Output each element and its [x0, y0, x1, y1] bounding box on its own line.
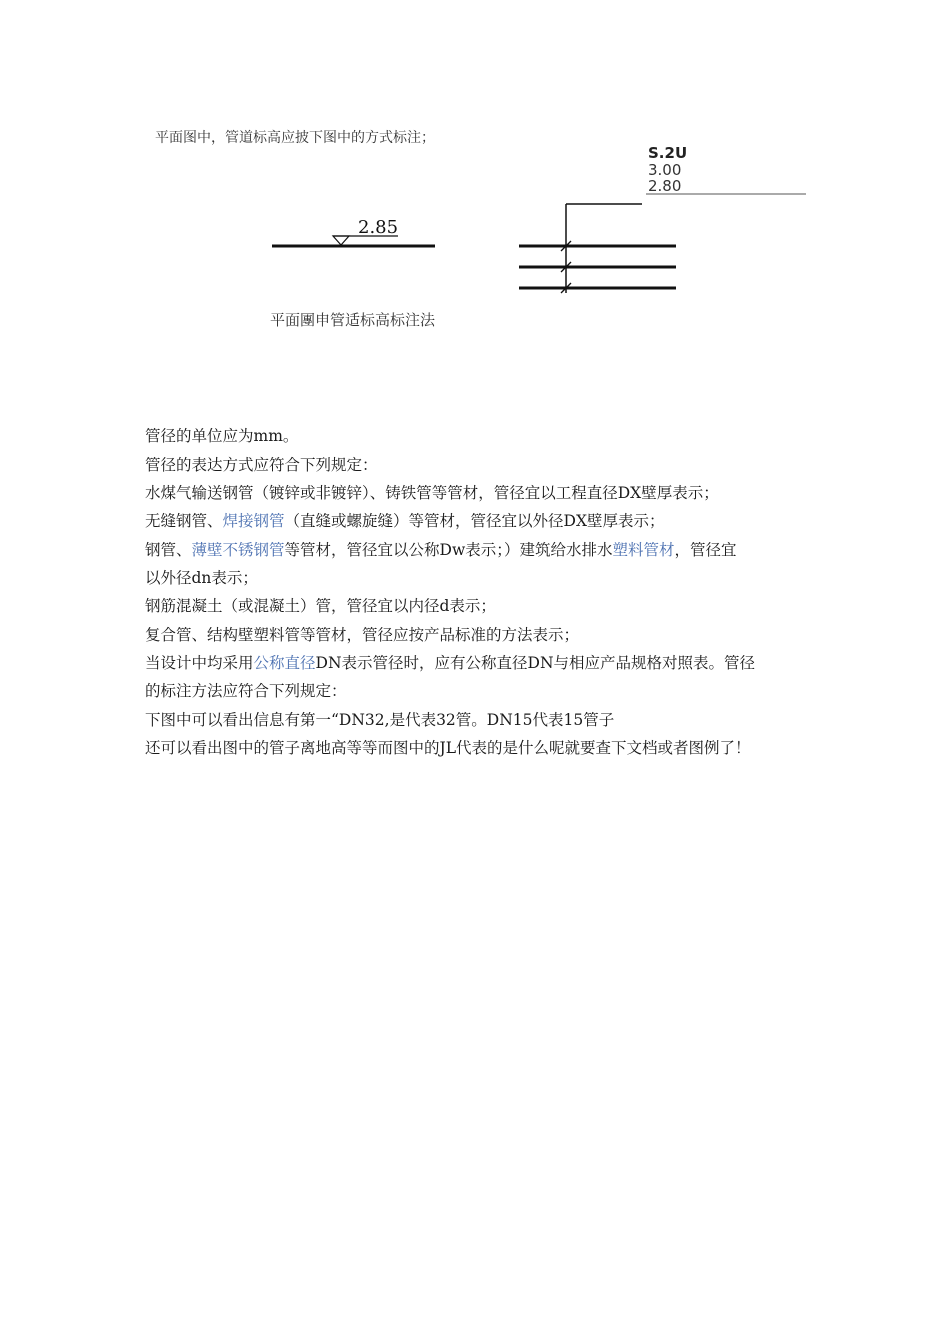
right-value-1: 3.00 [648, 161, 682, 179]
p4-text-a: 无缝钢管、 [145, 512, 223, 530]
paragraph-composite: 复合管、结构壁塑料管等管材，管径应按产品标准的方法表示； [145, 626, 580, 644]
paragraph-rules-intro: 管径的表达方式应符合下列规定： [145, 456, 378, 474]
link-nominal-diameter[interactable]: 公称直径 [253, 654, 316, 672]
p5-text-c: ，管径宜 [674, 541, 737, 559]
paragraph-stainless-cont: 以外径dn表示； [145, 569, 258, 587]
link-thin-stainless-pipe[interactable]: 薄壁不锈钢管 [191, 541, 285, 559]
p5-text-b: 等管材，管径宜以公称Dw表示；）建筑给水排水 [284, 541, 613, 559]
intro-text: 平面图中，管道标高应披下图中的方式标注； [155, 130, 435, 146]
p8-text-a: 当设计中均采用 [145, 654, 254, 672]
link-plastic-pipe[interactable]: 塑料管材 [612, 541, 675, 559]
paragraph-galvanized: 水煤气输送钢管（镀锌或非镀锌）、铸铁管等管材，管径宜以工程直径DX壁厚表示； [145, 484, 719, 502]
figure-caption: 平面團申管适标高标注法 [270, 311, 436, 329]
paragraph-concrete: 钢筋混凝土（或混凝土）管，管径宜以内径d表示； [145, 597, 496, 615]
right-label: S.2U [648, 144, 688, 162]
left-elevation-value: 2.85 [358, 217, 399, 238]
right-value-2: 2.80 [648, 177, 682, 195]
paragraph-seamless [145, 511, 665, 531]
pipe-elevation-figure [0, 0, 950, 360]
p8-text-b: DN表示管径时，应有公称直径DN与相应产品规格对照表。管径 [315, 654, 756, 672]
paragraph-unit: 管径的单位应为mm。 [145, 427, 299, 445]
paragraph-stainless [145, 540, 737, 560]
p5-text-a: 钢管、 [145, 541, 192, 559]
elevation-triangle [333, 236, 349, 245]
paragraph-jl-info: 还可以看出图中的管子离地高等等而图中的JL代表的是什么呢就要查下文档或者图例了！ [145, 739, 751, 757]
paragraph-nominal-cont: 的标注方法应符合下列规定： [145, 682, 347, 700]
link-welded-steel-pipe[interactable]: 焊接钢管 [222, 512, 285, 530]
paragraph-dn-info: 下图中可以看出信息有第一“DN32,是代表32管。DN15代表15管子 [145, 711, 615, 729]
paragraph-nominal [145, 653, 755, 673]
p4-text-b: （直缝或螺旋缝）等管材，管径宜以外径DX壁厚表示； [284, 512, 665, 530]
